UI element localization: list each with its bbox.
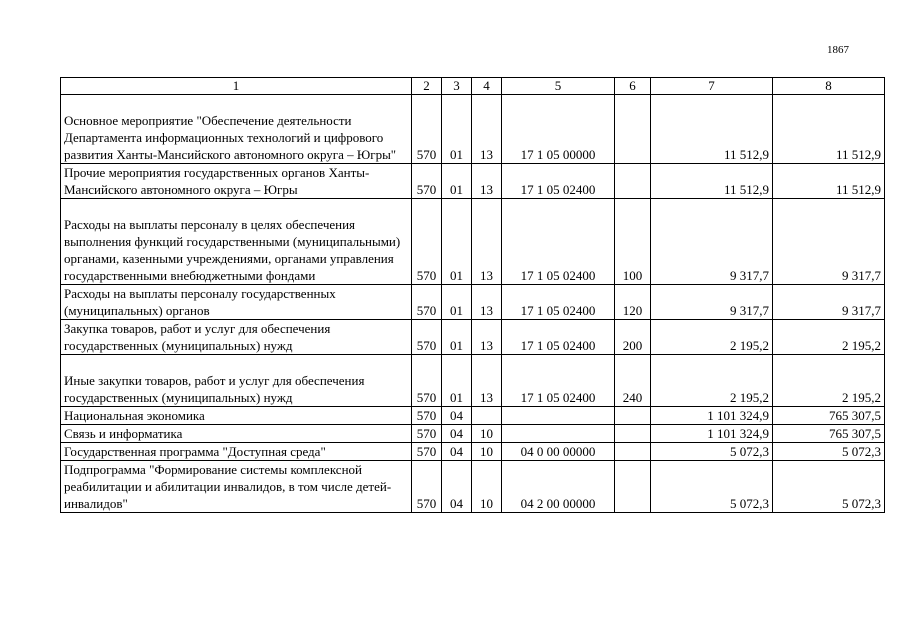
table-row (61, 320, 885, 355)
column-header: 6 (615, 78, 651, 95)
table-row (61, 95, 885, 164)
cell-admin-code: 570 (412, 164, 442, 199)
cell-admin-code: 570 (412, 443, 442, 461)
cell-section: 01 (442, 164, 472, 199)
cell-section: 01 (442, 199, 472, 285)
cell-subsection: 10 (472, 461, 502, 513)
cell-amount-1: 11 512,9 (651, 95, 773, 164)
table-row (61, 443, 885, 461)
cell-amount-1: 2 195,2 (651, 355, 773, 407)
cell-amount-2: 11 512,9 (773, 95, 885, 164)
cell-target-article: 17 1 05 02400 (502, 199, 615, 285)
cell-amount-1: 1 101 324,9 (651, 425, 773, 443)
cell-amount-2: 2 195,2 (773, 320, 885, 355)
cell-subsection (472, 407, 502, 425)
cell-admin-code: 570 (412, 199, 442, 285)
cell-expense-type (615, 461, 651, 513)
column-header: 4 (472, 78, 502, 95)
cell-target-article (502, 425, 615, 443)
cell-section: 04 (442, 425, 472, 443)
cell-section: 01 (442, 355, 472, 407)
table-row (61, 355, 885, 407)
cell-target-article: 17 1 05 02400 (502, 355, 615, 407)
table-row (61, 199, 885, 285)
cell-expense-type (615, 443, 651, 461)
table-body (61, 78, 885, 513)
cell-target-article: 17 1 05 02400 (502, 320, 615, 355)
cell-section: 01 (442, 285, 472, 320)
cell-target-article: 17 1 05 02400 (502, 164, 615, 199)
row-name: Расходы на выплаты персоналу государственных (муниципальных) органов (61, 285, 412, 320)
column-header: 5 (502, 78, 615, 95)
cell-amount-1: 5 072,3 (651, 443, 773, 461)
cell-amount-2: 765 307,5 (773, 407, 885, 425)
cell-amount-2: 5 072,3 (773, 461, 885, 513)
cell-admin-code: 570 (412, 355, 442, 407)
cell-target-article: 17 1 05 02400 (502, 285, 615, 320)
cell-amount-2: 765 307,5 (773, 425, 885, 443)
column-header: 8 (773, 78, 885, 95)
cell-section: 04 (442, 407, 472, 425)
column-header: 3 (442, 78, 472, 95)
cell-section: 04 (442, 443, 472, 461)
cell-admin-code: 570 (412, 320, 442, 355)
cell-admin-code: 570 (412, 407, 442, 425)
cell-admin-code: 570 (412, 461, 442, 513)
table-row (61, 285, 885, 320)
row-name: Расходы на выплаты персоналу в целях обеспечения выполнения функций государственными (муниципальными) органами, казенными учреждениями, органами управления государственными внебюджетными фондами (61, 199, 412, 285)
column-header: 7 (651, 78, 773, 95)
cell-amount-2: 11 512,9 (773, 164, 885, 199)
cell-admin-code: 570 (412, 285, 442, 320)
cell-expense-type: 100 (615, 199, 651, 285)
cell-expense-type: 240 (615, 355, 651, 407)
cell-admin-code: 570 (412, 95, 442, 164)
cell-subsection: 13 (472, 320, 502, 355)
cell-amount-1: 9 317,7 (651, 285, 773, 320)
cell-subsection: 13 (472, 95, 502, 164)
page-number: 1867 (827, 44, 849, 56)
table-row (61, 461, 885, 513)
cell-expense-type (615, 425, 651, 443)
cell-subsection: 13 (472, 199, 502, 285)
column-header: 2 (412, 78, 442, 95)
cell-amount-1: 5 072,3 (651, 461, 773, 513)
row-name: Закупка товаров, работ и услуг для обеспечения государственных (муниципальных) нужд (61, 320, 412, 355)
cell-target-article: 04 0 00 00000 (502, 443, 615, 461)
cell-admin-code: 570 (412, 425, 442, 443)
row-name: Подпрограмма "Формирование системы комплексной реабилитации и абилитации инвалидов, в том числе детей-инвалидов" (61, 461, 412, 513)
cell-subsection: 13 (472, 355, 502, 407)
row-name: Основное мероприятие "Обеспечение деятельности Департамента информационных технологий и цифрового развития Ханты-Мансийского автономного округа – Югры" (61, 95, 412, 164)
cell-amount-2: 2 195,2 (773, 355, 885, 407)
cell-amount-2: 5 072,3 (773, 443, 885, 461)
row-name: Связь и информатика (61, 425, 412, 443)
cell-section: 04 (442, 461, 472, 513)
cell-section: 01 (442, 95, 472, 164)
column-header: 1 (61, 78, 412, 95)
cell-amount-1: 11 512,9 (651, 164, 773, 199)
cell-subsection: 13 (472, 285, 502, 320)
table-row (61, 164, 885, 199)
cell-expense-type: 200 (615, 320, 651, 355)
cell-expense-type (615, 407, 651, 425)
cell-section: 01 (442, 320, 472, 355)
cell-target-article (502, 407, 615, 425)
cell-target-article: 04 2 00 00000 (502, 461, 615, 513)
table-row (61, 407, 885, 425)
cell-expense-type (615, 95, 651, 164)
row-name: Иные закупки товаров, работ и услуг для обеспечения государственных (муниципальных) нужд (61, 355, 412, 407)
cell-expense-type (615, 164, 651, 199)
cell-amount-1: 2 195,2 (651, 320, 773, 355)
cell-subsection: 10 (472, 425, 502, 443)
cell-subsection: 10 (472, 443, 502, 461)
row-name: Национальная экономика (61, 407, 412, 425)
cell-amount-2: 9 317,7 (773, 285, 885, 320)
row-name: Прочие мероприятия государственных органов Ханты-Мансийского автономного округа – Югры (61, 164, 412, 199)
cell-target-article: 17 1 05 00000 (502, 95, 615, 164)
row-name: Государственная программа "Доступная среда" (61, 443, 412, 461)
table-row (61, 425, 885, 443)
cell-amount-1: 9 317,7 (651, 199, 773, 285)
cell-amount-1: 1 101 324,9 (651, 407, 773, 425)
table-header-row (61, 78, 885, 95)
budget-table (60, 77, 885, 513)
cell-expense-type: 120 (615, 285, 651, 320)
cell-amount-2: 9 317,7 (773, 199, 885, 285)
cell-subsection: 13 (472, 164, 502, 199)
